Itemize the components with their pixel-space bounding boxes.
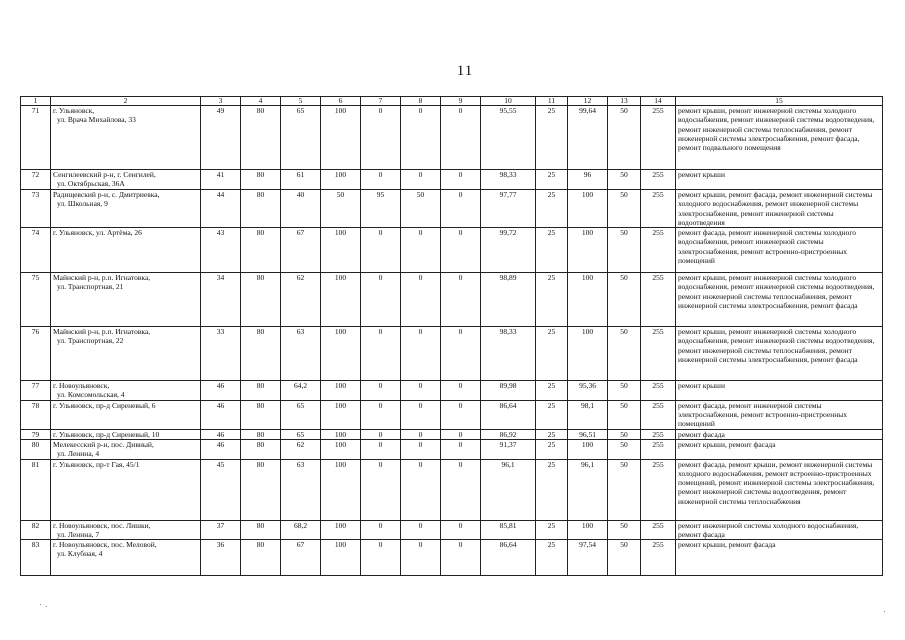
value-cell-c8: 0 [401, 327, 441, 381]
value-cell-c8: 0 [401, 540, 441, 576]
table-row [21, 170, 883, 190]
row-number: 83 [21, 540, 51, 576]
value-cell-c14: 255 [641, 540, 676, 576]
value-cell-c3: 41 [201, 170, 241, 190]
address-line: ул. Врача Михайлова, 33 [57, 115, 136, 125]
value-cell-c8: 0 [401, 429, 441, 439]
value-cell-c9: 0 [441, 400, 481, 429]
value-cell-c10: 89,98 [481, 381, 536, 401]
value-cell-c7: 0 [361, 459, 401, 520]
value-cell-c12: 96 [568, 170, 608, 190]
value-cell-c13: 50 [608, 273, 641, 327]
column-header: 1 [21, 97, 51, 106]
value-cell-c13: 50 [608, 190, 641, 228]
value-cell-c7: 0 [361, 381, 401, 401]
value-cell-c9: 0 [441, 327, 481, 381]
address-line: Майнский р-н, р.п. Игнатовка, [53, 273, 151, 283]
value-cell-c14: 255 [641, 459, 676, 520]
address-line: ул. Транспортная, 21 [57, 282, 124, 292]
value-cell-c14: 255 [641, 190, 676, 228]
value-cell-c10: 86,92 [481, 429, 536, 439]
work-description-cell: ремонт инженерной системы холодного водоснабжения, ремонт фасада [676, 520, 883, 540]
value-cell-c10: 98,33 [481, 327, 536, 381]
value-cell-c11: 25 [536, 520, 568, 540]
value-cell-c13: 50 [608, 520, 641, 540]
value-cell-c6: 100 [321, 429, 361, 439]
value-cell-c12: 96,1 [568, 459, 608, 520]
work-description-cell: ремонт фасада, ремонт крыши, ремонт инженерной системы холодного водоснабжения, ремонт встроенно-пристроенных помещений, ремонт инженерной системы электроснабжения, ремонт инженерной системы водоотведения, ремонт инженерной системы теплоснабжения [676, 459, 883, 520]
table-row [21, 190, 883, 228]
value-cell-c9: 0 [441, 540, 481, 576]
value-cell-c13: 50 [608, 400, 641, 429]
value-cell-c6: 100 [321, 459, 361, 520]
register-table [20, 96, 883, 576]
value-cell-c11: 25 [536, 228, 568, 273]
value-cell-c8: 0 [401, 381, 441, 401]
value-cell-c5: 65 [281, 429, 321, 439]
work-description-cell: ремонт крыши, ремонт фасада [676, 540, 883, 576]
address-line: г. Новоульяновск, [53, 381, 110, 391]
row-number: 72 [21, 170, 51, 190]
value-cell-c9: 0 [441, 273, 481, 327]
value-cell-c3: 45 [201, 459, 241, 520]
address-cell [51, 106, 201, 170]
scan-speck [40, 604, 41, 605]
value-cell-c13: 50 [608, 106, 641, 170]
value-cell-c5: 67 [281, 540, 321, 576]
value-cell-c4: 80 [241, 190, 281, 228]
row-number: 73 [21, 190, 51, 228]
table-row [21, 273, 883, 327]
value-cell-c8: 0 [401, 520, 441, 540]
value-cell-c13: 50 [608, 439, 641, 459]
value-cell-c10: 99,72 [481, 228, 536, 273]
column-header: 12 [568, 97, 608, 106]
value-cell-c10: 97,77 [481, 190, 536, 228]
work-description-cell: ремонт крыши [676, 170, 883, 190]
value-cell-c7: 0 [361, 520, 401, 540]
value-cell-c9: 0 [441, 459, 481, 520]
value-cell-c14: 255 [641, 400, 676, 429]
value-cell-c6: 100 [321, 400, 361, 429]
address-cell [51, 520, 201, 540]
value-cell-c11: 25 [536, 540, 568, 576]
value-cell-c3: 36 [201, 540, 241, 576]
value-cell-c12: 100 [568, 273, 608, 327]
value-cell-c3: 49 [201, 106, 241, 170]
table-row [21, 400, 883, 429]
value-cell-c5: 62 [281, 439, 321, 459]
address-line: ул. Клубная, 4 [57, 549, 103, 559]
value-cell-c5: 65 [281, 106, 321, 170]
value-cell-c4: 80 [241, 228, 281, 273]
value-cell-c9: 0 [441, 381, 481, 401]
value-cell-c10: 96,1 [481, 459, 536, 520]
value-cell-c11: 25 [536, 459, 568, 520]
row-number: 74 [21, 228, 51, 273]
value-cell-c13: 50 [608, 170, 641, 190]
value-cell-c10: 91,37 [481, 439, 536, 459]
column-header: 4 [241, 97, 281, 106]
value-cell-c7: 0 [361, 106, 401, 170]
work-description-cell: ремонт крыши, ремонт инженерной системы холодного водоснабжения, ремонт инженерной системы водоотведения, ремонт инженерной системы теплоснабжения, ремонт инженерной системы электроснабжения, ремонт фасада [676, 273, 883, 327]
value-cell-c11: 25 [536, 400, 568, 429]
column-header: 3 [201, 97, 241, 106]
value-cell-c7: 0 [361, 439, 401, 459]
page-number: 11 [456, 63, 474, 79]
value-cell-c3: 44 [201, 190, 241, 228]
value-cell-c7: 0 [361, 327, 401, 381]
column-header: 15 [676, 97, 883, 106]
value-cell-c6: 50 [321, 190, 361, 228]
value-cell-c4: 80 [241, 459, 281, 520]
value-cell-c6: 100 [321, 520, 361, 540]
row-number: 80 [21, 439, 51, 459]
table-row [21, 429, 883, 439]
work-description-cell: ремонт крыши, ремонт инженерной системы холодного водоснабжения, ремонт инженерной системы водоотведения, ремонт инженерной системы теплоснабжения, ремонт инженерной системы электроснабжения, ремонт фасада [676, 327, 883, 381]
work-description-cell: ремонт фасада, ремонт инженерной системы электроснабжения, ремонт встроенно-пристроенных помещений [676, 400, 883, 429]
value-cell-c12: 100 [568, 439, 608, 459]
value-cell-c8: 0 [401, 439, 441, 459]
work-description-cell: ремонт крыши [676, 381, 883, 401]
row-number: 77 [21, 381, 51, 401]
value-cell-c3: 34 [201, 273, 241, 327]
value-cell-c7: 95 [361, 190, 401, 228]
address-cell [51, 459, 201, 520]
value-cell-c13: 50 [608, 327, 641, 381]
value-cell-c6: 100 [321, 106, 361, 170]
table-row [21, 520, 883, 540]
value-cell-c3: 43 [201, 228, 241, 273]
value-cell-c10: 95,55 [481, 106, 536, 170]
value-cell-c6: 100 [321, 381, 361, 401]
value-cell-c10: 86,64 [481, 540, 536, 576]
value-cell-c14: 255 [641, 381, 676, 401]
value-cell-c14: 255 [641, 273, 676, 327]
address-cell [51, 190, 201, 228]
value-cell-c5: 62 [281, 273, 321, 327]
address-cell [51, 170, 201, 190]
value-cell-c8: 0 [401, 273, 441, 327]
value-cell-c3: 46 [201, 429, 241, 439]
value-cell-c6: 100 [321, 540, 361, 576]
value-cell-c11: 25 [536, 381, 568, 401]
value-cell-c12: 100 [568, 190, 608, 228]
work-description-cell: ремонт фасада, ремонт инженерной системы холодного водоснабжения, ремонт инженерной системы электроснабжения, ремонт встроенно-пристроенных помещений [676, 228, 883, 273]
value-cell-c4: 80 [241, 520, 281, 540]
column-header: 7 [361, 97, 401, 106]
value-cell-c8: 0 [401, 170, 441, 190]
address-line: г. Ульяновск, ул. Артёма, 26 [53, 228, 142, 238]
value-cell-c13: 50 [608, 381, 641, 401]
value-cell-c10: 85,81 [481, 520, 536, 540]
value-cell-c6: 100 [321, 228, 361, 273]
value-cell-c7: 0 [361, 540, 401, 576]
column-header: 8 [401, 97, 441, 106]
address-cell [51, 228, 201, 273]
value-cell-c12: 100 [568, 520, 608, 540]
address-cell [51, 381, 201, 401]
value-cell-c14: 255 [641, 429, 676, 439]
value-cell-c14: 255 [641, 327, 676, 381]
value-cell-c4: 80 [241, 381, 281, 401]
value-cell-c9: 0 [441, 106, 481, 170]
value-cell-c4: 80 [241, 540, 281, 576]
value-cell-c9: 0 [441, 439, 481, 459]
value-cell-c12: 100 [568, 327, 608, 381]
address-line: г. Ульяновск, пр-д Сиреневый, 10 [53, 429, 160, 439]
value-cell-c6: 100 [321, 170, 361, 190]
address-line: ул. Транспортная, 22 [57, 336, 124, 346]
address-line: г. Новоульяновск, пос. Лишки, [53, 520, 151, 530]
value-cell-c4: 80 [241, 106, 281, 170]
value-cell-c9: 0 [441, 228, 481, 273]
value-cell-c13: 50 [608, 540, 641, 576]
value-cell-c14: 255 [641, 520, 676, 540]
scan-speck [46, 606, 47, 607]
row-number: 76 [21, 327, 51, 381]
row-number: 78 [21, 400, 51, 429]
column-header: 11 [536, 97, 568, 106]
address-cell [51, 429, 201, 439]
value-cell-c9: 0 [441, 190, 481, 228]
value-cell-c9: 0 [441, 520, 481, 540]
table-row [21, 327, 883, 381]
value-cell-c4: 80 [241, 327, 281, 381]
table-row [21, 228, 883, 273]
column-header: 2 [51, 97, 201, 106]
table-row [21, 381, 883, 401]
scan-speck [884, 611, 885, 612]
value-cell-c14: 255 [641, 439, 676, 459]
table-row [21, 540, 883, 576]
value-cell-c12: 95,36 [568, 381, 608, 401]
address-line: ул. Комсомольская, 4 [57, 390, 125, 400]
value-cell-c7: 0 [361, 273, 401, 327]
column-header: 10 [481, 97, 536, 106]
value-cell-c3: 46 [201, 381, 241, 401]
value-cell-c3: 46 [201, 439, 241, 459]
value-cell-c7: 0 [361, 429, 401, 439]
value-cell-c11: 25 [536, 190, 568, 228]
value-cell-c12: 98,1 [568, 400, 608, 429]
value-cell-c13: 50 [608, 459, 641, 520]
address-cell [51, 540, 201, 576]
address-line: ул. Ленина, 4 [57, 449, 100, 459]
value-cell-c4: 80 [241, 439, 281, 459]
value-cell-c8: 0 [401, 400, 441, 429]
value-cell-c9: 0 [441, 429, 481, 439]
value-cell-c9: 0 [441, 170, 481, 190]
address-line: Сенгилеевский р-н, г. Сенгилей, [53, 170, 156, 179]
column-header: 5 [281, 97, 321, 106]
value-cell-c13: 50 [608, 429, 641, 439]
row-number: 79 [21, 429, 51, 439]
address-cell [51, 400, 201, 429]
address-line: ул. Школьная, 9 [57, 199, 108, 209]
value-cell-c14: 255 [641, 228, 676, 273]
row-number: 81 [21, 459, 51, 520]
column-header: 6 [321, 97, 361, 106]
value-cell-c10: 98,89 [481, 273, 536, 327]
value-cell-c5: 68,2 [281, 520, 321, 540]
column-header: 14 [641, 97, 676, 106]
value-cell-c5: 63 [281, 327, 321, 381]
value-cell-c13: 50 [608, 228, 641, 273]
row-number: 82 [21, 520, 51, 540]
address-line: г. Ульяновск, пр-т Гая, 45/1 [53, 459, 140, 469]
work-description-cell: ремонт фасада [676, 429, 883, 439]
value-cell-c12: 96,51 [568, 429, 608, 439]
column-header: 13 [608, 97, 641, 106]
value-cell-c8: 0 [401, 228, 441, 273]
value-cell-c11: 25 [536, 429, 568, 439]
value-cell-c12: 97,54 [568, 540, 608, 576]
work-description-cell: ремонт крыши, ремонт фасада, ремонт инженерной системы холодного водоснабжения, ремонт инженерной системы электроснабжения, ремонт инженерной системы водоотведения [676, 190, 883, 228]
value-cell-c5: 61 [281, 170, 321, 190]
value-cell-c11: 25 [536, 106, 568, 170]
address-cell [51, 273, 201, 327]
value-cell-c14: 255 [641, 170, 676, 190]
work-description-cell: ремонт крыши, ремонт инженерной системы холодного водоснабжения, ремонт инженерной системы водоотведения, ремонт инженерной системы теплоснабжения, ремонт инженерной системы электроснабжения, ремонт фасада, ремонт подвального помещения [676, 106, 883, 170]
value-cell-c4: 80 [241, 273, 281, 327]
value-cell-c6: 100 [321, 327, 361, 381]
value-cell-c5: 67 [281, 228, 321, 273]
value-cell-c5: 64,2 [281, 381, 321, 401]
value-cell-c12: 99,64 [568, 106, 608, 170]
value-cell-c11: 25 [536, 273, 568, 327]
value-cell-c12: 100 [568, 228, 608, 273]
table-row [21, 459, 883, 520]
value-cell-c11: 25 [536, 327, 568, 381]
value-cell-c4: 80 [241, 429, 281, 439]
value-cell-c14: 255 [641, 106, 676, 170]
value-cell-c6: 100 [321, 273, 361, 327]
value-cell-c7: 0 [361, 170, 401, 190]
value-cell-c8: 0 [401, 459, 441, 520]
address-line: Мелекесский р-н, пос. Дивный, [53, 439, 154, 449]
address-cell [51, 327, 201, 381]
value-cell-c7: 0 [361, 400, 401, 429]
table-row [21, 106, 883, 170]
address-line: г. Ульяновск, [53, 106, 95, 115]
address-line: г. Ульяновск, пр-д Сиреневый, 6 [53, 400, 156, 410]
value-cell-c3: 46 [201, 400, 241, 429]
column-header: 9 [441, 97, 481, 106]
value-cell-c3: 37 [201, 520, 241, 540]
value-cell-c5: 40 [281, 190, 321, 228]
value-cell-c10: 98,33 [481, 170, 536, 190]
address-line: г. Новоульяновск, пос. Меловой, [53, 540, 157, 550]
address-line: Майнский р-н, р.п. Игнатовка, [53, 327, 151, 337]
table-header-row [21, 97, 883, 106]
value-cell-c11: 25 [536, 439, 568, 459]
row-number: 75 [21, 273, 51, 327]
table-body [21, 97, 883, 576]
value-cell-c3: 33 [201, 327, 241, 381]
value-cell-c4: 80 [241, 400, 281, 429]
value-cell-c6: 100 [321, 439, 361, 459]
value-cell-c8: 0 [401, 106, 441, 170]
value-cell-c7: 0 [361, 228, 401, 273]
value-cell-c8: 50 [401, 190, 441, 228]
value-cell-c11: 25 [536, 170, 568, 190]
address-line: ул. Октябрьская, 36А [57, 179, 125, 189]
address-cell [51, 439, 201, 459]
table-row [21, 439, 883, 459]
work-description-cell: ремонт крыши, ремонт фасада [676, 439, 883, 459]
value-cell-c4: 80 [241, 170, 281, 190]
value-cell-c5: 63 [281, 459, 321, 520]
row-number: 71 [21, 106, 51, 170]
address-line: Радищевский р-н, с. Дмитриевка, [53, 190, 160, 199]
value-cell-c5: 65 [281, 400, 321, 429]
address-line: ул. Ленина, 7 [57, 529, 100, 539]
value-cell-c10: 86,64 [481, 400, 536, 429]
